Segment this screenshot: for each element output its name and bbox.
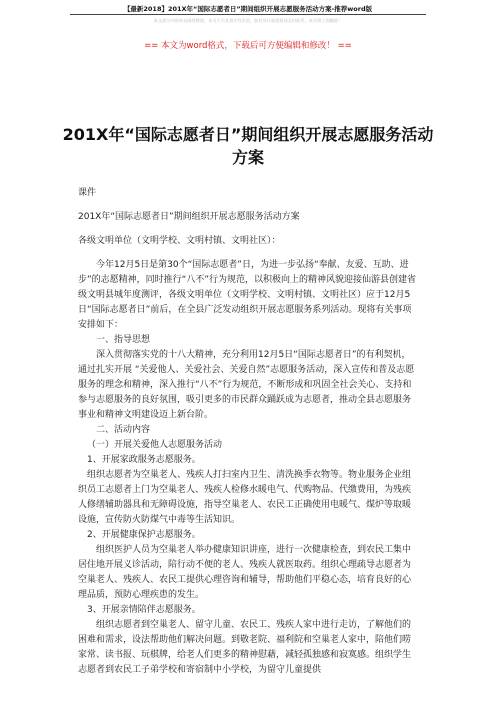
paragraph-housekeeping: 组织志愿者为空巢老人、残疾人打扫室内卫生、清洗换季衣物等。物业服务企业组织员工志愿者上门为空巢老人、残疾人检修水暖电气、代购物品、代缴费用，为残疾人修缮辅助器具和无障碍设施，指导空巢老人、农民工正确使用电暖气、煤炉等取暖设施，宣传防火防煤气中毒等生活知识。	[78, 470, 412, 525]
paragraph-companionship: 组织志愿者到空巢老人、留守儿童、农民工、残疾人家中进行走访，了解他们的困难和需求，设法帮助他们解决问题。到敬老院、福利院和空巢老人家中，陪他们唠家常、读书报、玩棋牌，给老人们更多的精神慰藉，减轻孤独感和寂寞感。组织学生志愿者到农民工子弟学校和寄宿制中小学校，为留守儿童提供	[78, 620, 412, 675]
paragraph-guiding: 深入贯彻落实党的十八大精神，充分利用12月5日“国际志愿者日”的有利契机，通过扎实开展 “关爱他人、关爱社会、关爱自然”志愿服务活动，深入宣传和普及志愿服务的理念和精神，深入推行“八不”行为规范，不断形成和巩固全社会关心、支持和参与志愿服务的良好氛围，吸引更多的市民群众踊跃成为志愿者，推动全县志愿服务事业和精神文明建设迈上新台阶。	[78, 350, 415, 420]
page-header	[0, 0, 496, 13]
document-title: 201X年“国际志愿者日”期间组织开展志愿服务活动方案	[62, 125, 434, 167]
paragraph-category: 课件	[78, 188, 97, 198]
paragraph-addressee: 各级文明单位（文明学校、文明村镇、文明社区）：	[78, 236, 281, 246]
item-heading-companionship: 3、开展亲情陪伴志愿服务。	[87, 605, 201, 615]
section-heading-guiding: 一、指导思想	[96, 335, 151, 345]
paragraph-intro: 今年12月5日是第30个“国际志愿者”日，为进一步弘扬“奉献、友爱、互助、进步”的志愿精神，同时推行“八不”行为规范，以积极向上的精神风貌迎接仙游县创建省级文明县城年度测评，各级文明单位（文明学校、文明村镇、文明社区）应于12月5日“国际志愿者日”前后，在全县广泛发动组织开展志愿服务系列活动。现将有关事项安排如下：	[78, 260, 416, 330]
subsection-heading-care: （一）开展关爱他人志愿服务活动	[87, 440, 223, 450]
item-heading-health: 2、开展健康保护志愿服务。	[87, 530, 201, 540]
item-heading-housekeeping: 1、开展家政服务志愿服务。	[87, 455, 201, 465]
header-title: 【最新2018】201X年“国际志愿者日”期间组织开展志愿服务活动方案-推荐word版	[123, 5, 373, 13]
format-notice: == 本文为word格式，下载后可方便编辑和修改！ ==	[144, 41, 352, 51]
paragraph-health: 组织医护人员为空巢老人举办健康知识讲座，进行一次健康检查，到农民工集中居住地开展义诊活动，陪行动不便的老人、残疾人就医取药。组织心理疏导志愿者为空巢老人、残疾人、农民工提供心理咨询和辅导，帮助他们平稳心态，培育良好的心理品质，预防心理疾患的发生。	[78, 545, 412, 600]
paragraph-subtitle: 201X年“国际志愿者日”期间组织开展志愿服务活动方案	[78, 212, 300, 222]
header-divider	[70, 14, 426, 15]
section-heading-content: 二、活动内容	[96, 425, 151, 435]
document-body	[78, 186, 418, 678]
disclaimer-text: 本文部分内容来自网络整理，本司不为其真实性负责，如有异议或侵权请及时联系，本司将立即删除！	[153, 18, 343, 23]
